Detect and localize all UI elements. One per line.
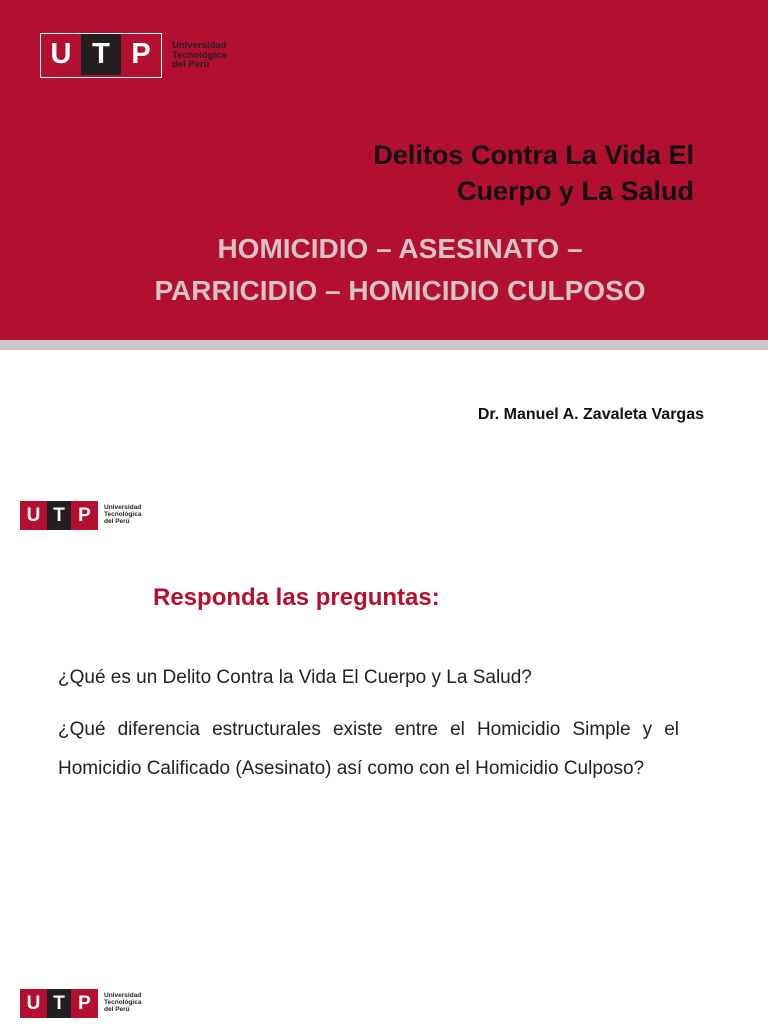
question-item: ¿Qué diferencia estructurales existe entre el Homicidio Simple y el Homicidio Calificado (Asesinato) así como con el Homicidio Culposo?	[58, 719, 679, 779]
logo-tagline-line: del Perú	[172, 59, 210, 71]
logo-letter-u: U	[20, 501, 47, 530]
logo-tagline-line: Tecnológica	[104, 511, 142, 519]
logo-tagline-line: del Perú	[104, 1005, 130, 1013]
logo-tagline	[104, 993, 141, 1013]
logo-letter-p: P	[71, 501, 98, 530]
logo-tagline-line: Universidad	[172, 39, 227, 51]
logo-letter-u: U	[41, 34, 81, 75]
utp-logo-mark	[20, 989, 98, 1018]
logo-letter-p: P	[71, 989, 98, 1018]
questions-heading: Responda las preguntas:	[153, 584, 440, 611]
question-item: ¿Qué es un Delito Contra la Vida El Cuerpo y La Salud?	[58, 667, 532, 688]
logo-tagline	[104, 505, 141, 525]
course-title-line: Cuerpo y La Salud	[456, 176, 694, 206]
logo-letter-p: P	[121, 34, 161, 75]
logo-tagline-line: Tecnológica	[104, 999, 142, 1007]
topic-subtitle	[60, 228, 740, 312]
logo-tagline	[172, 41, 227, 71]
course-title-line: Delitos Contra La Vida El	[373, 140, 694, 170]
utp-logo	[20, 501, 141, 530]
logo-tagline-line: Universidad	[104, 992, 142, 1000]
logo-letter-t: T	[81, 34, 121, 75]
logo-tagline-line: Universidad	[104, 504, 142, 512]
utp-logo-mark	[20, 501, 98, 530]
logo-letter-t: T	[47, 989, 71, 1018]
logo-tagline-line: Tecnológica	[172, 49, 227, 61]
logo-letter-t: T	[47, 501, 71, 530]
logo-letter-u: U	[20, 989, 47, 1018]
header-divider-band	[0, 340, 768, 350]
utp-logo-mark	[40, 33, 162, 78]
utp-logo	[40, 34, 227, 77]
author-name: Dr. Manuel A. Zavaleta Vargas	[477, 406, 704, 423]
logo-tagline-line: del Perú	[104, 517, 130, 525]
utp-logo	[20, 989, 141, 1018]
course-title	[274, 137, 694, 209]
topic-subtitle-line: HOMICIDIO – ASESINATO –	[217, 233, 583, 264]
topic-subtitle-line: PARRICIDIO – HOMICIDIO CULPOSO	[154, 275, 646, 306]
